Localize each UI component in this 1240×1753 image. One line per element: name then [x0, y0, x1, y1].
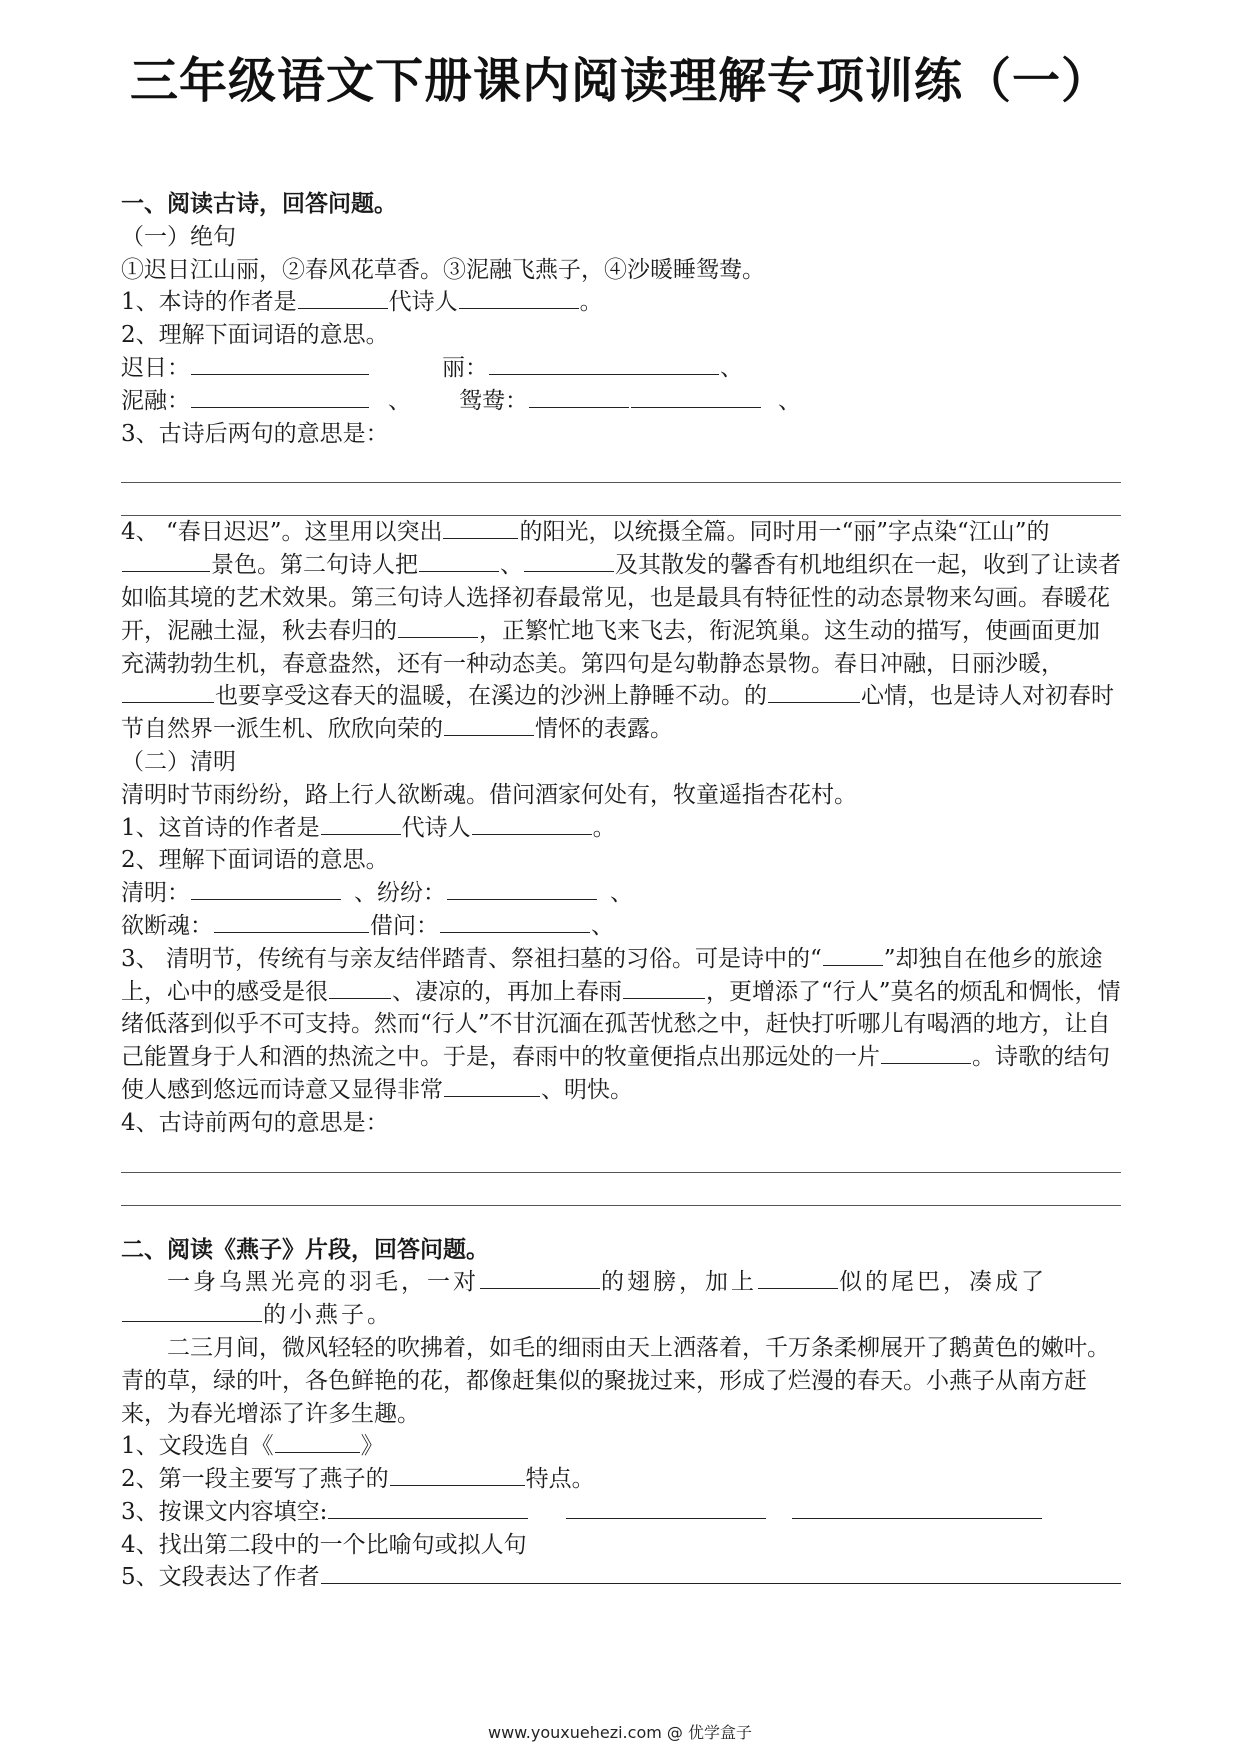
- q1-end: 。: [579, 289, 603, 316]
- q4-text: 、: [500, 552, 523, 579]
- word-sep: 、: [778, 387, 801, 414]
- poem-2-words-row-1: [121, 877, 1121, 910]
- para-text: 一身乌黑光亮的羽毛，一对: [167, 1269, 479, 1296]
- poem-1-question-1: [121, 286, 1121, 319]
- word-label: 清明：: [121, 880, 190, 907]
- q3-text: ，更增添了“行人”莫名的烦乱和惆怅，情绪低落到似乎不可支持。然而“行人”不甘沉湎在孤苦忧愁之中，赶快打听哪儿有喝酒的地方，让自己能置身于人和酒的热流之中。于是，春雨中的牧童便指点出那远处的一片: [121, 978, 1121, 1071]
- q4-text: 心情，也是诗人对初春时节自然界一派生机、欣欣向荣的: [121, 683, 1114, 743]
- swallow-question-3: [121, 1496, 1121, 1529]
- q4-text: 情怀的表露。: [535, 716, 673, 743]
- poem-2-question-3: [121, 943, 1121, 1107]
- section-1-heading: 一、阅读古诗，回答问题。: [121, 191, 397, 217]
- answer-blank[interactable]: [398, 636, 478, 638]
- answer-blank[interactable]: [623, 997, 705, 999]
- q1-label: 1、本诗的作者是: [121, 289, 297, 316]
- q1-label-b: 代诗人: [388, 289, 458, 316]
- q3-text: 3、 清明节，传统有与亲友结伴踏青、祭祖扫墓的习俗。可是诗中的“: [121, 945, 822, 972]
- para-text: 似的尾巴，凑成了: [839, 1269, 1047, 1296]
- footer-watermark: www.youxuehezi.com @ 优学盒子: [488, 1723, 752, 1742]
- poem-2-words-row-2: [121, 910, 1121, 943]
- answer-blank[interactable]: [298, 307, 388, 309]
- swallow-paragraph-2: 二三月间，微风轻轻的吹拂着，如毛的细雨由天上洒落着，千万条柔柳展开了鹅黄色的嫩叶。青的草，绿的叶，各色鲜艳的花，都像赶集似的聚拢过来，形成了烂漫的春天。小燕子从南方赶来，为春光增添了许多生趣。: [121, 1334, 1110, 1427]
- poem-1-subtitle: （一）绝句: [121, 223, 236, 250]
- poem-2-subtitle: （二）清明: [121, 748, 236, 775]
- poem-2-question-4: 4、古诗前两句的意思是：: [121, 1109, 389, 1136]
- answer-blank[interactable]: [440, 931, 590, 933]
- q3-text: 、明快。: [541, 1076, 633, 1103]
- answer-blank[interactable]: [489, 373, 719, 375]
- section-2-heading: 二、阅读《燕子》片段，回答问题。: [121, 1236, 489, 1263]
- answer-line[interactable]: [121, 483, 1121, 516]
- q-label: 1、文段选自《: [121, 1433, 274, 1460]
- answer-blank[interactable]: [447, 898, 597, 900]
- swallow-paragraph-1: [121, 1266, 1121, 1332]
- para-text: 的翅膀，加上: [601, 1269, 757, 1296]
- answer-blank[interactable]: [214, 931, 369, 933]
- page-title: 三年级语文下册课内阅读理解专项训练（一）: [129, 53, 1110, 109]
- answer-blank[interactable]: [321, 1582, 1121, 1584]
- answer-blank[interactable]: [444, 734, 534, 736]
- answer-blank[interactable]: [122, 1320, 262, 1322]
- q4-text: 4、 “春日迟迟”。这里用以突出: [121, 519, 443, 546]
- answer-blank[interactable]: [419, 570, 499, 572]
- q-label: 5、文段表达了作者: [121, 1564, 320, 1591]
- answer-blank[interactable]: [444, 1095, 540, 1097]
- poem-2-text: 清明时节雨纷纷，路上行人欲断魂。借问酒家何处有，牧童遥指杏花村。: [121, 781, 857, 808]
- q4-text: 及其散发的馨香有机地组织在一起，收到了让读者如临其境的艺术效果。第三句诗人选择初春最常见，也是最具有特征性的动态景物来勾画。春暖花开，泥融土湿，秋去春归的: [121, 552, 1121, 644]
- q4-text: 景色。第二句诗人把: [211, 552, 418, 579]
- swallow-question-1: [121, 1430, 1121, 1463]
- q-label: 特点。: [525, 1466, 595, 1493]
- answer-blank[interactable]: [122, 570, 210, 572]
- answer-blank[interactable]: [191, 406, 369, 408]
- answer-blank[interactable]: [329, 997, 391, 999]
- q1-label: 1、这首诗的作者是: [121, 814, 320, 841]
- answer-line[interactable]: [121, 1173, 1121, 1206]
- answer-blank[interactable]: [524, 570, 614, 572]
- answer-blank[interactable]: [390, 1484, 525, 1486]
- word-label: 欲断魂：: [121, 912, 213, 939]
- poem-1-words-row-1: [121, 352, 1121, 385]
- q4-text: 也要享受这春天的温暖，在溪边的沙洲上静睡不动。的: [215, 683, 767, 710]
- q1-end: 。: [592, 814, 616, 841]
- q-label: 2、第一段主要写了燕子的: [121, 1466, 389, 1493]
- q3-text: 、凄凉的，再加上春雨: [392, 978, 622, 1005]
- answer-blank[interactable]: [191, 898, 341, 900]
- answer-blank[interactable]: [321, 833, 401, 835]
- answer-blank[interactable]: [881, 1062, 971, 1064]
- poem-2-question-2: 2、理解下面词语的意思。: [121, 847, 389, 874]
- answer-blank[interactable]: [823, 964, 883, 966]
- swallow-question-2: [121, 1463, 1121, 1496]
- word-sep: 、: [720, 354, 743, 381]
- swallow-question-4: 4、找出第二段中的一个比喻句或拟人句: [121, 1531, 527, 1558]
- word-sep: 、: [591, 912, 614, 939]
- poem-2-question-1: [121, 812, 1121, 845]
- word-label: 迟日：: [121, 354, 190, 381]
- q1-label-b: 代诗人: [401, 814, 471, 841]
- q4-text: ，正繁忙地飞来飞去，衔泥筑巢。这生动的描写，使画面更加充满勃勃生机，春意盎然，还有一种动态美。第四句是勾勒静态景物。春日冲融，日丽沙暖，: [121, 617, 1100, 677]
- word-label: 泥融：: [121, 387, 190, 414]
- poem-1-text: ①迟日江山丽，②春风花草香。③泥融飞燕子，④沙暖睡鸳鸯。: [121, 256, 765, 283]
- q3-text: ”却独自在他乡的旅途上，心中的感受是很: [121, 945, 1103, 1005]
- answer-blank[interactable]: [480, 1287, 600, 1289]
- word-label: 丽：: [442, 354, 488, 381]
- answer-blank[interactable]: [443, 537, 518, 539]
- poem-1-question-4: [121, 516, 1121, 746]
- answer-blank[interactable]: [459, 307, 579, 309]
- answer-blank[interactable]: [631, 406, 761, 408]
- q4-text: 的阳光，以统摄全篇。同时用一“丽”字点染“江山”的: [519, 519, 1050, 546]
- word-label: 借问：: [370, 912, 439, 939]
- swallow-question-5: [121, 1561, 1121, 1594]
- poem-1-question-3: 3、古诗后两句的意思是：: [121, 420, 389, 447]
- answer-blank[interactable]: [191, 373, 369, 375]
- word-sep: 、: [610, 880, 633, 907]
- answer-blank[interactable]: [122, 701, 214, 703]
- answer-blank[interactable]: [328, 1517, 528, 1519]
- q-label: 3、按课文内容填空:: [121, 1498, 328, 1525]
- answer-line[interactable]: [121, 1140, 1121, 1173]
- answer-blank[interactable]: [758, 1287, 838, 1289]
- answer-blank[interactable]: [275, 1451, 360, 1453]
- worksheet-body: [121, 188, 1121, 1594]
- word-label: 、纷纷：: [354, 880, 446, 907]
- poem-1-words-row-2: [121, 385, 1121, 418]
- poem-1-question-2: 2、理解下面词语的意思。: [121, 322, 389, 349]
- answer-blank[interactable]: [792, 1517, 1042, 1519]
- answer-blank[interactable]: [768, 701, 860, 703]
- word-label: 鸳鸯：: [459, 387, 528, 414]
- answer-line[interactable]: [121, 450, 1121, 483]
- answer-blank[interactable]: [472, 833, 592, 835]
- answer-blank[interactable]: [566, 1517, 766, 1519]
- para-text: 的小燕子。: [263, 1302, 393, 1329]
- word-sep: 、: [388, 387, 411, 414]
- q3-text: 。诗歌的结句使人感到悠远而诗意又显得非常: [121, 1044, 1110, 1103]
- answer-blank[interactable]: [529, 406, 629, 408]
- q-label: 》: [360, 1433, 384, 1460]
